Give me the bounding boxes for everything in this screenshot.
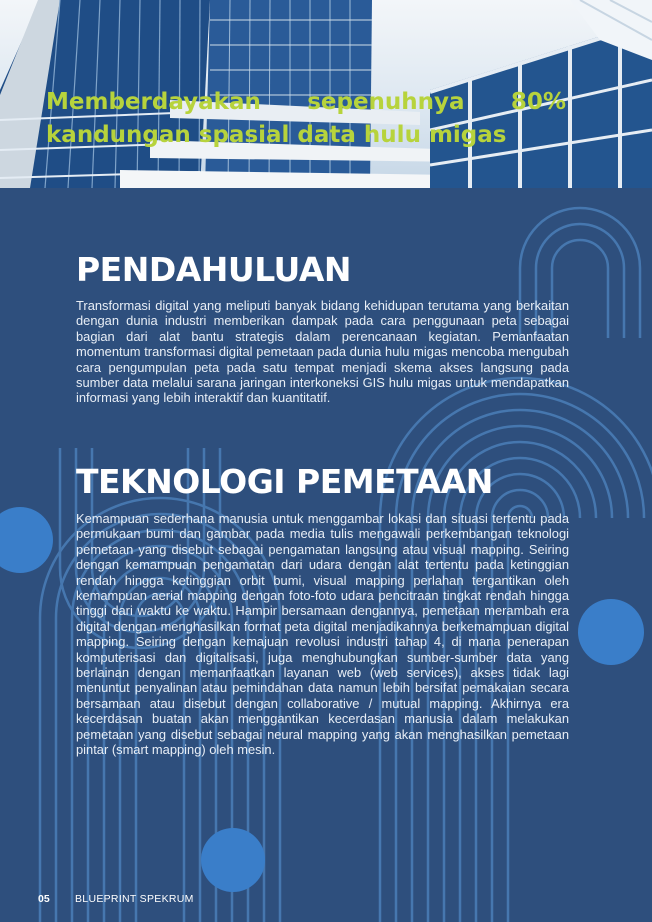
decor-circle-right <box>578 599 644 665</box>
footer-label: BLUEPRINT SPEKRUM <box>75 893 194 905</box>
section-body-pendahuluan: Transformasi digital yang meliputi banyak bidang kehidupan terutama yang berkaitan dengan dunia industri memberikan dampak pada cara penggunaan peta sebagai bagian dari alat bantu strategis dalam perencanaan kegiatan. Pemanfaatan momentum transformasi digital pemetaan pada dunia hulu migas mencoba mengubah cara pengumpulan peta pada satu tempat menjadi skema akses langsung pada sumber data melalui sarana jaringan interkoneksi GIS hulu migas untuk mendapatkan informasi yang lebih interaktif dan kuantitatif. <box>76 298 569 406</box>
section-body-teknologi-pemetaan: Kemampuan sederhana manusia untuk menggambar lokasi dan situasi tertentu pada permukaan bumi dan gambar pada media tulis mengawali perkembangan teknologi pemetaan yang disebut sebagai pengamatan langsung atau visual mapping. Seiring dengan kemampuan pengamatan dari udara dengan alat tertentu pada ketinggian rendah hingga ketinggian orbit bumi, visual mapping perlahan tergantikan oleh kemampuan aerial mapping dengan foto-foto udara pencitraan tingkat rendah hingga tinggi dari waktu ke waktu. Hampir bersamaan dengannya, pemetaan merambah era digital dengan menghasilkan format peta digital menjadikannya berkemampuan digital mapping. Seiring dengan kemajuan revolusi industri tahap 4, di mana penerapan komputerisasi dan digitalisasi, juga menghubungkan sumber-sumber data yang berlainan dengan memanfaatkan layanan web (web services), akses tidak lagi menuntut penyalinan atau pemindahan data namun lebih bersifat pemakaian secara bersamaan atau disebut dengan collaborative / mutual mapping. Akhirnya era kecerdasan buatan akan menggantikan kecerdasan manusia dalam melakukan pemetaan yang disebut sebagai neural mapping yang akan menghasilkan pemetaan pintar (smart mapping) oleh mesin. <box>76 511 569 758</box>
decor-circle-left <box>0 507 53 573</box>
section-heading-teknologi-pemetaan: TEKNOLOGI PEMETAAN <box>76 462 493 501</box>
hero-photo <box>0 0 652 188</box>
page-number: 05 <box>38 893 50 905</box>
section-heading-pendahuluan: PENDAHULUAN <box>76 250 351 289</box>
decor-circle-bottom <box>201 828 265 892</box>
hero-title: Memberdayakan sepenuhnya 80% kandungan spasial data hulu migas <box>46 89 566 148</box>
